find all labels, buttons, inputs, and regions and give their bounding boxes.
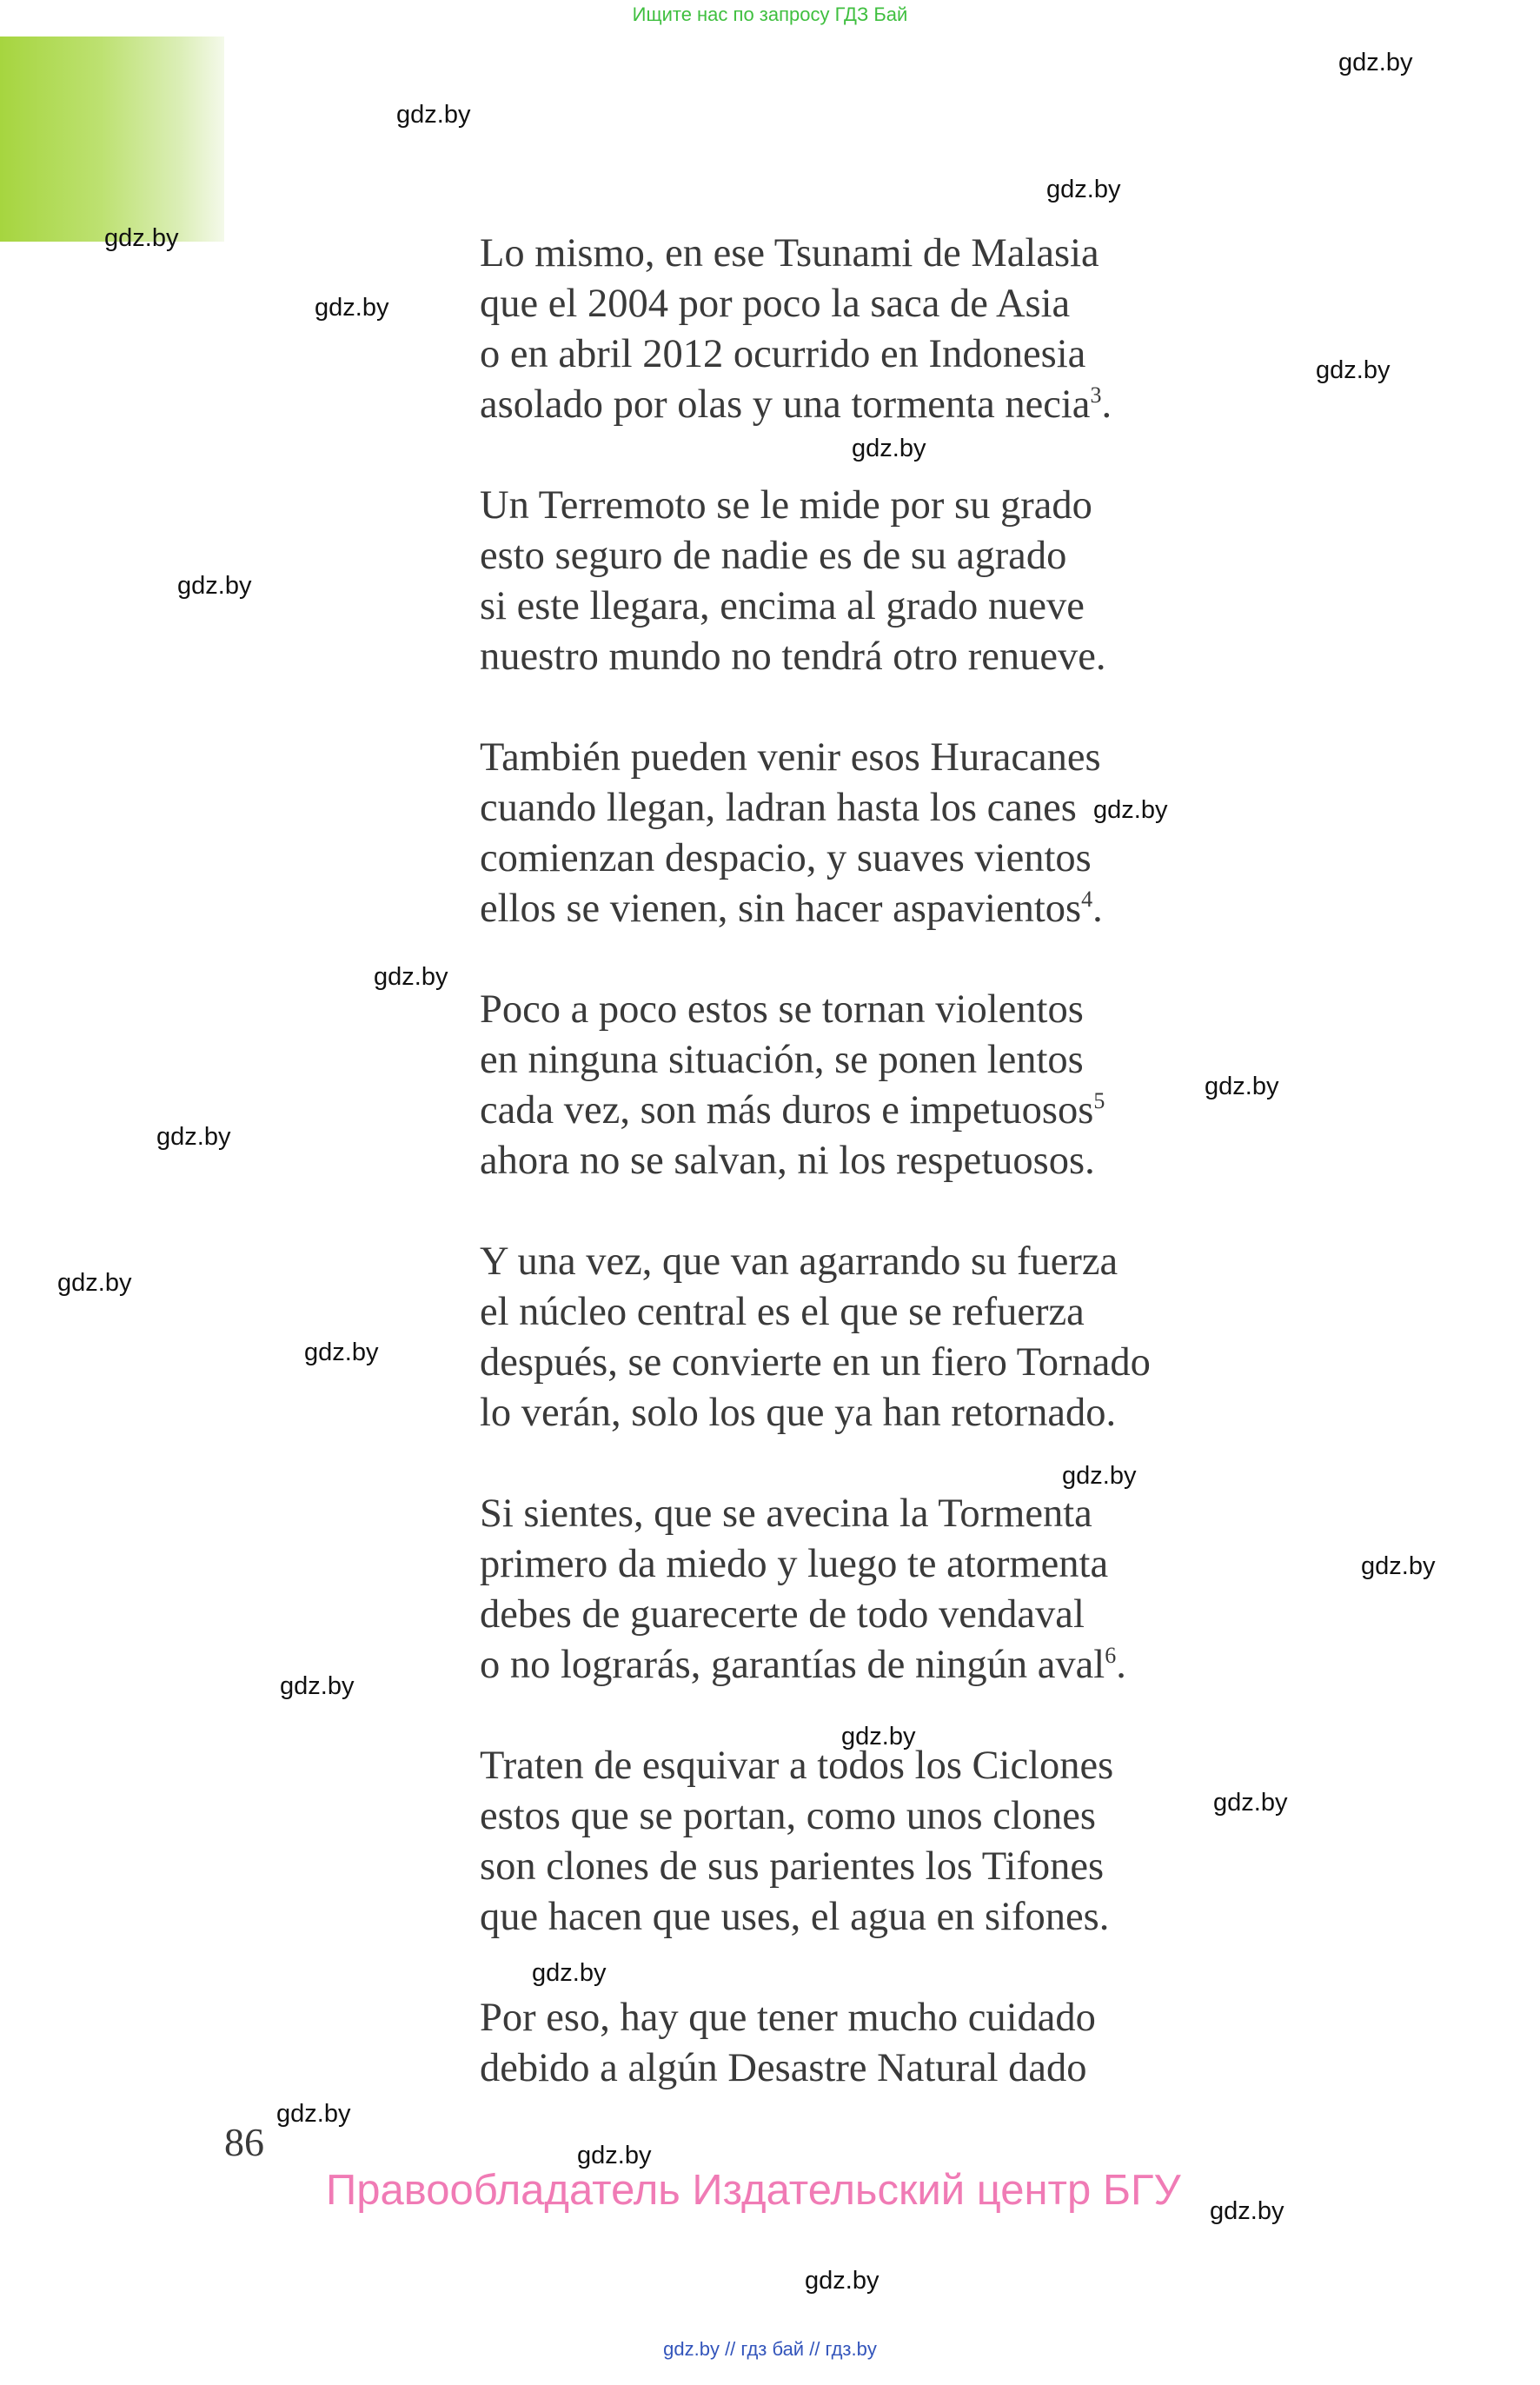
poem-stanza — [480, 1741, 1262, 1943]
poem-line — [480, 581, 1262, 632]
watermark: gdz.by — [1093, 796, 1168, 824]
poem-line — [480, 733, 1262, 783]
watermark: gdz.by — [841, 1723, 916, 1751]
poem-line — [480, 1791, 1262, 1842]
poem-line — [480, 834, 1262, 884]
footnote-marker: 3 — [1090, 382, 1102, 408]
watermark: gdz.by — [276, 2100, 351, 2128]
poem-line — [480, 2043, 1262, 2094]
footnote-marker: 6 — [1105, 1643, 1117, 1668]
poem-stanza — [480, 733, 1262, 934]
poem-line — [480, 1136, 1262, 1186]
corner-decoration — [0, 37, 224, 242]
poem-line-text: en ninguna situación, se ponen lentos — [480, 1038, 1084, 1082]
poem-line-text: esto seguro de nadie es de su agrado — [480, 534, 1067, 578]
poem — [480, 229, 1262, 2144]
poem-line-text: Un Terremoto se le mide por su grado — [480, 483, 1092, 528]
watermark: gdz.by — [1046, 176, 1121, 203]
poem-line — [480, 884, 1262, 934]
poem-line — [480, 1035, 1262, 1086]
watermark: gdz.by — [374, 963, 448, 991]
watermark: gdz.by — [1205, 1073, 1279, 1100]
watermark: gdz.by — [1316, 356, 1391, 384]
line-end-punctuation: . — [1116, 1643, 1126, 1687]
line-end-punctuation: . — [1092, 887, 1103, 931]
poem-line-text: o en abril 2012 ocurrido en Indonesia — [480, 332, 1086, 376]
poem-line-text: si este llegara, encima al grado nueve — [480, 584, 1085, 628]
watermark: gdz.by — [577, 2142, 652, 2169]
poem-line-text: asolado por olas y una tormenta necia — [480, 382, 1091, 427]
watermark: gdz.by — [1062, 1462, 1137, 1490]
poem-line — [480, 985, 1262, 1035]
poem-line — [480, 481, 1262, 531]
poem-line — [480, 1640, 1262, 1691]
poem-line — [480, 1892, 1262, 1943]
watermark: gdz.by — [57, 1269, 132, 1297]
footer-links[interactable]: gdz.by // гдз бай // гдз.by — [663, 2338, 877, 2360]
watermark: gdz.by — [177, 572, 252, 600]
poem-line-text: Traten de esquivar a todos los Ciclones — [480, 1744, 1114, 1788]
poem-line — [480, 1842, 1262, 1892]
page-number: 86 — [224, 2120, 264, 2164]
poem-line — [480, 1590, 1262, 1640]
poem-line-text: debes de guarecerte de todo vendaval — [480, 1592, 1085, 1637]
poem-stanza — [480, 1237, 1262, 1438]
watermark: gdz.by — [1361, 1552, 1436, 1580]
poem-stanza — [480, 1489, 1262, 1691]
poem-line-text: debido a algún Desastre Natural dado — [480, 2046, 1087, 2090]
poem-line-text: Poco a poco estos se tornan violentos — [480, 987, 1084, 1032]
poem-line-text: También pueden venir esos Huracanes — [480, 735, 1101, 780]
line-end-punctuation: . — [1101, 382, 1112, 427]
poem-line-text: después, se convierte en un fiero Tornado — [480, 1340, 1151, 1385]
watermark: gdz.by — [1338, 49, 1413, 76]
poem-line — [480, 1993, 1262, 2043]
poem-line-text: o no lograrás, garantías de ningún aval — [480, 1643, 1105, 1687]
poem-line-text: primero da miedo y luego te atormenta — [480, 1542, 1109, 1586]
watermark: gdz.by — [104, 224, 179, 252]
poem-line-text: Si sientes, que se avecina la Tormenta — [480, 1491, 1092, 1536]
watermark: gdz.by — [156, 1123, 231, 1151]
poem-stanza — [480, 229, 1262, 430]
poem-line — [480, 1287, 1262, 1338]
poem-line — [480, 329, 1262, 380]
watermark: gdz.by — [1213, 1789, 1288, 1817]
poem-line-text: ahora no se salvan, ni los respetuosos. — [480, 1139, 1095, 1183]
poem-line — [480, 279, 1262, 329]
poem-line — [480, 531, 1262, 581]
poem-line — [480, 1489, 1262, 1539]
poem-line — [480, 1388, 1262, 1438]
watermark: gdz.by — [304, 1339, 379, 1366]
watermark: gdz.by — [852, 435, 926, 462]
poem-line-text: cada vez, son más duros e impetuosos — [480, 1088, 1094, 1133]
top-search-banner: Ищите нас по запросу ГДЗ Бай — [632, 3, 908, 25]
poem-line-text: estos que se portan, como unos clones — [480, 1794, 1096, 1838]
watermark: gdz.by — [805, 2267, 880, 2295]
footnote-marker: 5 — [1093, 1088, 1105, 1113]
poem-line-text: comienzan despacio, y suaves vientos — [480, 836, 1092, 880]
poem-line-text: Y una vez, que van agarrando su fuerza — [480, 1239, 1118, 1284]
poem-line-text: nuestro mundo no tendrá otro renueve. — [480, 634, 1106, 679]
watermark: gdz.by — [396, 101, 471, 129]
poem-line — [480, 229, 1262, 279]
poem-line — [480, 1237, 1262, 1287]
poem-line-text: que hacen que uses, el agua en sifones. — [480, 1895, 1110, 1939]
poem-stanza — [480, 1993, 1262, 2094]
watermark: gdz.by — [280, 1672, 355, 1700]
poem-line-text: que el 2004 por poco la saca de Asia — [480, 282, 1071, 326]
poem-line-text: Lo mismo, en ese Tsunami de Malasia — [480, 231, 1099, 276]
poem-line — [480, 380, 1262, 430]
poem-line — [480, 1086, 1262, 1136]
poem-stanza — [480, 985, 1262, 1186]
poem-line-text: el núcleo central es el que se refuerza — [480, 1290, 1085, 1334]
poem-line-text: son clones de sus parientes los Tifones — [480, 1844, 1105, 1889]
rights-holder-notice: Правообладатель Издательский центр БГУ — [326, 2167, 1181, 2214]
poem-line-text: lo verán, solo los que ya han retornado. — [480, 1391, 1117, 1435]
watermark: gdz.by — [315, 294, 389, 322]
poem-stanza — [480, 481, 1262, 682]
poem-line — [480, 1539, 1262, 1590]
poem-line — [480, 1338, 1262, 1388]
footnote-marker: 4 — [1081, 887, 1093, 912]
watermark: gdz.by — [1210, 2197, 1284, 2225]
poem-line-text: ellos se vienen, sin hacer aspavientos — [480, 887, 1082, 931]
watermark: gdz.by — [532, 1959, 607, 1987]
poem-line — [480, 632, 1262, 682]
poem-line-text: Por eso, hay que tener mucho cuidado — [480, 1996, 1096, 2040]
poem-line-text: cuando llegan, ladran hasta los canes — [480, 786, 1077, 830]
